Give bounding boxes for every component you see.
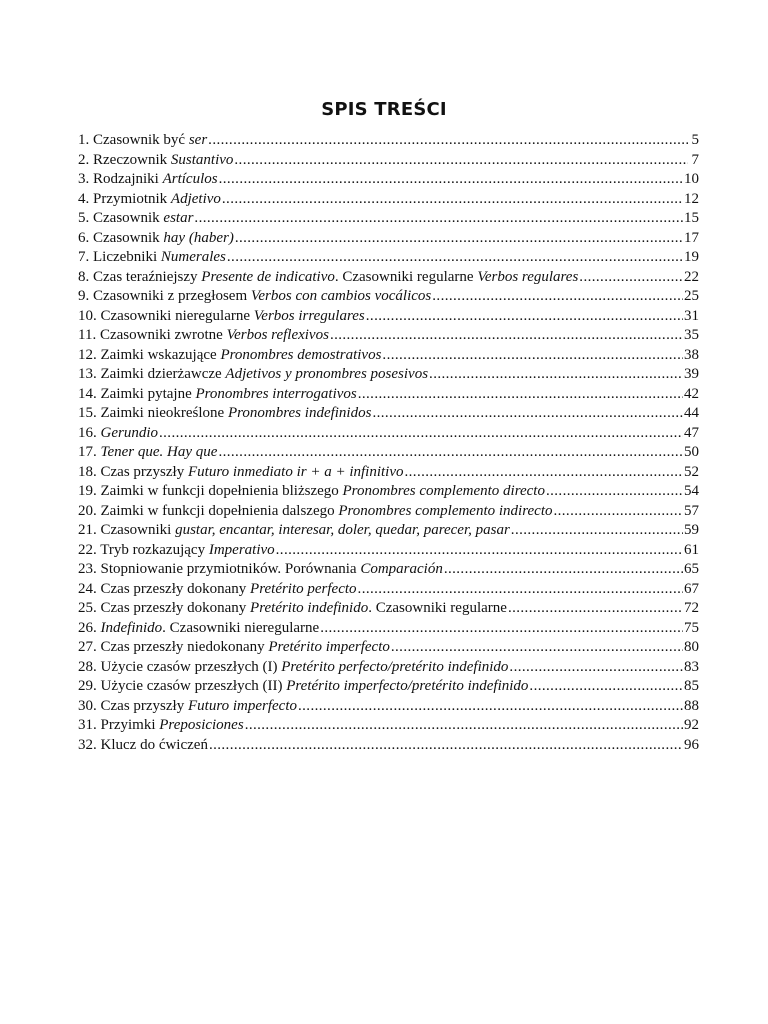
dot-leader	[405, 463, 684, 483]
toc-entry-number: 31.	[78, 717, 101, 733]
toc-entry-page-number: 35	[684, 327, 699, 343]
toc-entry-number: 10.	[78, 307, 101, 324]
toc-entry-text: Czasownik być	[93, 132, 189, 148]
toc-entry-number: 25.	[78, 600, 101, 616]
toc-entry-number: 24.	[78, 580, 101, 597]
page-title: SPIS TREŚCI	[321, 99, 447, 120]
toc-entry-label	[78, 248, 226, 268]
toc-entry-number: 28.	[78, 658, 101, 675]
toc-entry	[78, 404, 699, 424]
toc-entry-page-number: 80	[684, 639, 699, 655]
toc-entry	[78, 677, 699, 697]
dot-leader	[391, 638, 683, 658]
toc-entry-spanish-term: ser	[188, 132, 208, 148]
toc-entry-spanish-term: Pretérito indefinido	[250, 600, 369, 616]
toc-entry-spanish-term: Imperativo	[208, 541, 275, 558]
toc-entry	[78, 619, 699, 639]
toc-entry-text: Rodzajniki	[93, 171, 163, 187]
dot-leader	[234, 151, 688, 171]
toc-entry-number: 32.	[78, 736, 101, 753]
toc-entry	[78, 385, 699, 405]
toc-entry-label	[78, 658, 508, 678]
toc-entry-page-number: 17	[684, 229, 699, 246]
toc-entry-label	[78, 541, 275, 561]
toc-entry-label	[78, 677, 528, 697]
toc-entry-label	[78, 229, 234, 249]
toc-entry	[78, 346, 699, 366]
toc-entry	[78, 190, 699, 210]
toc-entry-spanish-term: Sustantivo	[170, 151, 234, 168]
toc-entry-number: 8.	[78, 268, 93, 285]
toc-entry-page-number: 31	[684, 307, 699, 324]
toc-entry-spanish-term: Numerales	[160, 249, 226, 265]
toc-entry-text: Czas przeszły niedokonany	[100, 639, 269, 655]
toc-entry-text: Zaimki nieokreślone	[100, 405, 228, 421]
toc-entry-page-number: 67	[684, 580, 699, 597]
toc-entry-label	[78, 346, 381, 366]
dot-leader	[444, 560, 683, 580]
toc-entry-text: Tryb rozkazujący	[100, 541, 209, 558]
toc-entry-text: Zaimki dzierżawcze	[100, 366, 226, 382]
toc-entry-spanish-term: gustar, encantar, interesar, doler, quedar, parecer, pasar	[175, 522, 510, 538]
toc-entry-page-number: 10	[684, 171, 699, 187]
toc-entry-text: Rzeczownik	[93, 151, 171, 168]
toc-entry-text: Użycie czasów przeszłych (I)	[100, 658, 282, 675]
toc-entry-spanish-term: Pronombres complemento indirecto	[338, 502, 553, 519]
toc-entry-label	[78, 131, 207, 151]
toc-entry-number: 14.	[78, 385, 101, 402]
toc-entry-text: Klucz do ćwiczeń	[100, 736, 208, 753]
toc-entry-page-number: 65	[684, 561, 699, 577]
toc-entry-label	[78, 619, 319, 639]
dot-leader	[429, 365, 683, 385]
toc-entry	[78, 580, 699, 600]
toc-entry-text: Liczebniki	[93, 249, 161, 265]
toc-entry	[78, 502, 699, 522]
toc-entry-spanish-term: Pretérito imperfecto/pretérito indefinido	[286, 678, 529, 694]
toc-entry-number: 17.	[78, 444, 101, 460]
toc-entry	[78, 658, 699, 678]
toc-entry-number: 20.	[78, 502, 101, 519]
toc-entry	[78, 716, 699, 736]
toc-entry-label	[78, 287, 431, 307]
toc-entry-text: Czasownik	[93, 210, 164, 226]
toc-entry-spanish-term: Futuro inmediato ir + a + infinitivo	[187, 463, 404, 480]
toc-entry-text: . Czasowniki regularne	[334, 268, 478, 285]
toc-entry-text: Czasownik	[93, 229, 164, 246]
table-of-contents	[78, 131, 699, 755]
toc-entry-page-number: 44	[684, 405, 699, 421]
toc-entry-text: Zaimki pytajne	[100, 385, 196, 402]
toc-entry-number: 6.	[78, 229, 93, 246]
toc-entry-label	[78, 365, 428, 385]
toc-entry-number: 29.	[78, 678, 101, 694]
dot-leader	[245, 716, 683, 736]
toc-entry-label	[78, 599, 507, 619]
toc-entry-page-number: 61	[684, 541, 699, 558]
toc-entry-number: 1.	[78, 132, 93, 148]
toc-entry-text: Czasowniki zwrotne	[99, 327, 227, 343]
toc-entry	[78, 131, 699, 151]
toc-entry-number: 15.	[78, 405, 101, 421]
toc-entry-number: 19.	[78, 483, 101, 499]
toc-entry-page-number: 22	[684, 268, 699, 285]
toc-entry-spanish-term: hay (haber)	[163, 229, 234, 246]
toc-entry-label	[78, 482, 545, 502]
dot-leader	[222, 190, 683, 210]
toc-entry-spanish-term: Gerundio	[100, 424, 158, 441]
toc-entry-page-number: 85	[684, 678, 699, 694]
dot-leader	[358, 580, 683, 600]
toc-entry-spanish-term: Futuro imperfecto	[187, 697, 297, 714]
toc-entry-number: 21.	[78, 522, 101, 538]
dot-leader	[219, 170, 683, 190]
toc-entry-page-number: 75	[684, 619, 699, 636]
toc-entry-label	[78, 307, 365, 327]
toc-entry-page-number: 38	[684, 346, 699, 363]
toc-entry-label	[78, 463, 404, 483]
toc-entry-text: Zaimki wskazujące	[100, 346, 221, 363]
dot-leader	[372, 404, 683, 424]
toc-entry-label	[78, 424, 158, 444]
toc-entry-page-number: 25	[684, 288, 699, 304]
toc-entry-page-number: 50	[684, 444, 699, 460]
toc-entry-text: Czasowniki nieregularne	[100, 307, 254, 324]
toc-entry-page-number: 15	[684, 210, 699, 226]
toc-entry-spanish-term: Pronombres demostrativos	[220, 346, 382, 363]
toc-entry-label	[78, 521, 510, 541]
dot-leader	[320, 619, 683, 639]
dot-leader	[366, 307, 683, 327]
toc-entry-page-number: 12	[684, 190, 699, 207]
toc-entry-spanish-term: Verbos irregulares	[253, 307, 365, 324]
dot-leader	[579, 268, 683, 288]
toc-entry-text: Czas przyszły	[100, 697, 188, 714]
toc-entry-label	[78, 209, 193, 229]
toc-entry-spanish-term: Comparación	[360, 561, 443, 577]
toc-entry-spanish-term: Pronombres complemento directo	[342, 483, 545, 499]
toc-entry	[78, 424, 699, 444]
dot-leader	[529, 677, 683, 697]
toc-entry-label	[78, 170, 218, 190]
toc-entry-number: 26.	[78, 619, 101, 636]
toc-entry-text: Zaimki w funkcji dopełnienia dalszego	[100, 502, 339, 519]
toc-entry	[78, 736, 699, 756]
toc-entry-number: 16.	[78, 424, 101, 441]
toc-entry-label	[78, 502, 552, 522]
toc-entry-spanish-term: Presente de indicativo	[201, 268, 335, 285]
toc-entry-text: Czas przeszły dokonany	[100, 580, 251, 597]
toc-entry-label	[78, 736, 208, 756]
toc-entry-text: Czas teraźniejszy	[93, 268, 202, 285]
toc-entry	[78, 521, 699, 541]
toc-entry-label	[78, 560, 443, 580]
toc-entry-text: Czas przeszły dokonany	[100, 600, 251, 616]
toc-entry	[78, 229, 699, 249]
dot-leader	[298, 697, 683, 717]
toc-entry-number: 2.	[78, 151, 93, 168]
toc-entry-spanish-term: Verbos con cambios vocálicos	[250, 288, 432, 304]
toc-entry-number: 18.	[78, 463, 101, 480]
toc-entry-spanish-term: Artículos	[162, 171, 218, 187]
toc-entry-page-number: 83	[684, 658, 699, 675]
toc-entry-spanish-term: Verbos regulares	[477, 268, 579, 285]
toc-entry-spanish-term: Adjetivos y pronombres posesivos	[225, 366, 429, 382]
toc-entry-number: 22.	[78, 541, 101, 558]
toc-entry-number: 4.	[78, 190, 93, 207]
toc-entry-spanish-term: Adjetivo	[170, 190, 221, 207]
toc-entry	[78, 697, 699, 717]
toc-entry-label	[78, 268, 578, 288]
toc-entry-page-number: 59	[684, 522, 699, 538]
toc-entry-page-number: 72	[684, 600, 699, 616]
toc-entry	[78, 443, 699, 463]
toc-entry-number: 12.	[78, 346, 101, 363]
toc-entry-text: Przyimki	[100, 717, 160, 733]
toc-entry-text: Stopniowanie przymiotników. Porównania	[100, 561, 361, 577]
dot-leader	[159, 424, 683, 444]
toc-entry-label	[78, 151, 233, 171]
toc-entry-number: 3.	[78, 171, 93, 187]
toc-entry-number: 11.	[78, 327, 100, 343]
toc-entry-number: 23.	[78, 561, 101, 577]
toc-entry-label	[78, 716, 244, 736]
dot-leader	[194, 209, 683, 229]
dot-leader	[382, 346, 683, 366]
toc-entry-label	[78, 638, 390, 658]
toc-entry-page-number: 5	[691, 132, 699, 148]
toc-entry	[78, 170, 699, 190]
toc-entry-page-number: 19	[684, 249, 699, 265]
toc-entry-label	[78, 385, 357, 405]
toc-entry-label	[78, 190, 221, 210]
toc-entry-label	[78, 580, 357, 600]
toc-entry-text: Czasowniki	[100, 522, 176, 538]
toc-entry-label	[78, 697, 297, 717]
toc-entry-spanish-term: Pronombres interrogativos	[195, 385, 357, 402]
toc-entry	[78, 365, 699, 385]
toc-entry-spanish-term: Pronombres indefinidos	[227, 405, 372, 421]
toc-entry	[78, 287, 699, 307]
toc-entry	[78, 599, 699, 619]
toc-entry-page-number: 42	[684, 385, 699, 402]
toc-entry-spanish-term: Verbos reflexivos	[226, 327, 329, 343]
toc-entry-text: Przymiotnik	[93, 190, 171, 207]
toc-entry-page-number: 57	[684, 502, 699, 519]
toc-entry-page-number: 92	[684, 717, 699, 733]
toc-entry	[78, 560, 699, 580]
toc-entry-text: Czas przyszły	[100, 463, 188, 480]
dot-leader	[218, 443, 683, 463]
toc-entry-label	[78, 443, 217, 463]
toc-entry	[78, 209, 699, 229]
dot-leader	[330, 326, 683, 346]
toc-entry-number: 5.	[78, 210, 93, 226]
toc-entry-number: 30.	[78, 697, 101, 714]
toc-entry-page-number: 88	[684, 697, 699, 714]
dot-leader	[227, 248, 683, 268]
toc-entry	[78, 541, 699, 561]
toc-entry-spanish-term: Pretérito perfecto/pretérito indefinido	[281, 658, 509, 675]
dot-leader	[508, 599, 683, 619]
toc-entry	[78, 463, 699, 483]
toc-entry-page-number: 96	[684, 736, 699, 753]
toc-entry	[78, 326, 699, 346]
toc-entry	[78, 151, 699, 171]
toc-entry-spanish-term: Indefinido	[100, 619, 163, 636]
toc-entry-number: 13.	[78, 366, 101, 382]
toc-entry	[78, 638, 699, 658]
toc-entry-spanish-term: Tener que. Hay que	[100, 444, 218, 460]
toc-entry-page-number: 54	[684, 483, 699, 499]
toc-entry-spanish-term: Pretérito imperfecto	[268, 639, 390, 655]
toc-entry-text: Czasowniki z przegłosem	[93, 288, 251, 304]
toc-entry	[78, 248, 699, 268]
dot-leader	[511, 521, 683, 541]
toc-entry	[78, 307, 699, 327]
toc-entry-label	[78, 404, 371, 424]
toc-entry-page-number: 7	[691, 151, 699, 168]
dot-leader	[553, 502, 683, 522]
toc-entry-page-number: 52	[684, 463, 699, 480]
toc-entry-spanish-term: estar	[163, 210, 194, 226]
toc-entry-number: 9.	[78, 288, 93, 304]
dot-leader	[208, 131, 688, 151]
dot-leader	[509, 658, 683, 678]
toc-entry-label	[78, 326, 329, 346]
toc-entry-spanish-term: Preposiciones	[159, 717, 244, 733]
toc-entry-text: . Czasowniki nieregularne	[162, 619, 320, 636]
dot-leader	[358, 385, 683, 405]
toc-entry-spanish-term: Pretérito perfecto	[250, 580, 357, 597]
toc-entry-number: 27.	[78, 639, 101, 655]
toc-entry	[78, 268, 699, 288]
toc-entry-number: 7.	[78, 249, 93, 265]
dot-leader	[209, 736, 683, 756]
dot-leader	[546, 482, 683, 502]
toc-entry-text: Użycie czasów przeszłych (II)	[100, 678, 287, 694]
toc-entry-page-number: 39	[684, 366, 699, 382]
dot-leader	[235, 229, 683, 249]
toc-entry-page-number: 47	[684, 424, 699, 441]
dot-leader	[276, 541, 683, 561]
toc-entry-text: Zaimki w funkcji dopełnienia bliższego	[100, 483, 343, 499]
toc-entry-text: . Czasowniki regularne	[368, 600, 507, 616]
toc-entry	[78, 482, 699, 502]
dot-leader	[432, 287, 683, 307]
